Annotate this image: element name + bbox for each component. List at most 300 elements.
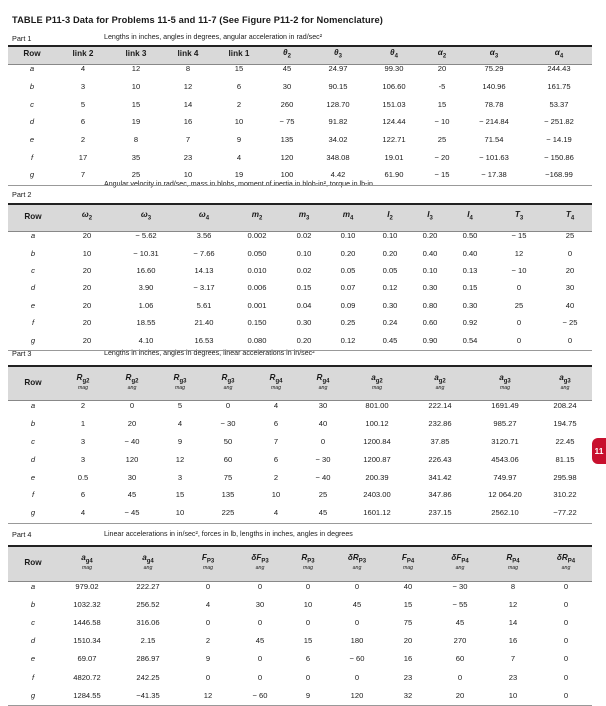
table-cell: 16.60 — [136, 265, 156, 275]
table-cell: 0.20 — [422, 231, 438, 241]
table-row — [8, 613, 592, 631]
table-cell: 0.30 — [382, 300, 398, 310]
table-cell: 244.43 — [547, 64, 571, 74]
column-header: $\omega_4$ — [198, 210, 210, 222]
table-cell: 60 — [455, 654, 465, 664]
table-cell: 3 — [80, 82, 86, 92]
column-header: $F_{P3}$ mag — [201, 553, 215, 571]
table-cell: 7 — [273, 436, 279, 446]
row-id: b — [30, 419, 36, 429]
column-header: $\delta F_{P4}$ ang — [451, 553, 469, 571]
column-header: Row — [24, 557, 42, 567]
table-cell: 16 — [508, 636, 518, 646]
table-cell: 12 — [508, 599, 518, 609]
table-cell: 12 — [131, 64, 141, 74]
table-cell: 9 — [236, 135, 242, 145]
table-cell: 2 — [205, 636, 211, 646]
table-cell: 120 — [350, 690, 364, 700]
row-id: a — [30, 231, 36, 241]
table-cell: 99.30 — [384, 64, 404, 74]
table-cell: 16 — [403, 654, 413, 664]
table-cell: 75 — [223, 472, 233, 482]
table-cell: 15 — [131, 99, 141, 109]
table-cell: 4 — [205, 599, 211, 609]
table-cell: 15 — [303, 636, 313, 646]
column-header: $a_{g2}$ mag — [371, 373, 383, 391]
table-cell: 6 — [80, 117, 86, 127]
column-header: $m_4$ — [342, 210, 354, 222]
table-cell: 0 — [354, 617, 360, 627]
table-cell: 20 — [455, 690, 465, 700]
table-cell: 24.97 — [328, 64, 348, 74]
table-cell: 0 — [320, 436, 326, 446]
table-cell: 270 — [453, 636, 467, 646]
table-cell: 0 — [563, 581, 569, 591]
table-cell: 4 — [273, 401, 279, 411]
table-cell: 5 — [177, 401, 183, 411]
table-row — [8, 577, 592, 595]
column-header: $\omega_2$ — [81, 210, 93, 222]
table-cell: − 45 — [124, 508, 140, 518]
table-cell: 10 — [131, 82, 141, 92]
table-cell: 4820.72 — [73, 672, 101, 682]
table-cell: 135 — [280, 135, 294, 145]
table-cell: 0.30 — [462, 300, 478, 310]
table-cell: 0.12 — [340, 335, 356, 345]
table-row — [8, 504, 592, 522]
table-cell: 12 064.20 — [488, 490, 522, 500]
table-cell: 0.10 — [422, 265, 438, 275]
column-header: $m_2$ — [251, 210, 263, 222]
table-cell: 90.15 — [328, 82, 348, 92]
table-row — [8, 632, 592, 650]
table-cell: 1691.49 — [491, 401, 519, 411]
table-cell: 0 — [305, 617, 311, 627]
table-row — [8, 450, 592, 468]
part4-table — [8, 547, 592, 704]
table-cell: 0 — [563, 690, 569, 700]
table-cell: − 30 — [315, 454, 331, 464]
table-cell: 14 — [508, 617, 518, 627]
part2-subtitle: Angular velocity in rad/sec, mass in blobs, moment of inertia in blob-in², torque in lb-in — [104, 180, 373, 188]
table-cell: 0.006 — [247, 283, 267, 293]
table-cell: 0.15 — [462, 283, 478, 293]
table-cell: 2.15 — [140, 636, 156, 646]
table-cell: 2 — [236, 99, 242, 109]
table-cell: 0.05 — [340, 265, 356, 275]
table-cell: 0.5 — [77, 472, 89, 482]
table-cell: 30 — [255, 599, 265, 609]
table-cell: 16.53 — [194, 335, 214, 345]
table-cell: 20 — [437, 64, 447, 74]
table-cell: 208.24 — [553, 401, 577, 411]
table-row — [8, 244, 592, 261]
table-cell: 25 — [131, 170, 141, 180]
table-cell: − 30 — [452, 581, 468, 591]
table-cell: 71.54 — [484, 135, 504, 145]
table-cell: 100.12 — [365, 419, 389, 429]
table-cell: 25 — [318, 490, 328, 500]
table-cell: 0.002 — [247, 231, 267, 241]
column-header: $\delta R_{P4}$ ang — [556, 553, 576, 571]
table-cell: 1200.84 — [363, 436, 391, 446]
column-header: $R_{P3}$ mag — [301, 553, 315, 571]
table-cell: 20 — [565, 265, 575, 275]
table-cell: − 30 — [220, 419, 236, 429]
table-cell: 0.20 — [296, 335, 312, 345]
column-header: $\alpha_2$ — [437, 47, 447, 60]
row-id: f — [31, 672, 35, 682]
column-header: $R_{g2}$ ang — [125, 373, 139, 391]
table-cell: 1284.55 — [73, 690, 101, 700]
table-row — [8, 314, 592, 331]
table-cell: 12 — [203, 690, 213, 700]
table-cell: 1446.58 — [73, 617, 101, 627]
column-header: $R_{g3}$ ang — [221, 373, 235, 391]
table-cell: 0 — [563, 617, 569, 627]
table-cell: −168.99 — [545, 170, 573, 180]
table-cell: 20 — [82, 265, 92, 275]
table-cell: 348.08 — [326, 152, 350, 162]
table-cell: 10 — [183, 170, 193, 180]
column-header: $R_{g3}$ mag — [173, 373, 187, 391]
table-cell: 40 — [318, 419, 328, 429]
table-cell: 286.97 — [136, 654, 160, 664]
part1-label: Part 1 — [12, 34, 32, 43]
table-cell: 45 — [127, 490, 137, 500]
table-cell: 1601.12 — [363, 508, 391, 518]
table-cell: − 40 — [124, 436, 140, 446]
table-cell: 40 — [565, 300, 575, 310]
column-header: $\omega_3$ — [140, 210, 152, 222]
table-cell: 0.60 — [422, 318, 438, 328]
table-cell: 0.02 — [296, 265, 312, 275]
table-cell: 242.25 — [136, 672, 160, 682]
row-id: b — [29, 82, 35, 92]
row-id: a — [29, 64, 35, 74]
table-cell: 0 — [205, 672, 211, 682]
column-header: $\alpha_4$ — [554, 47, 564, 60]
table-row — [8, 95, 592, 113]
table-cell: 10 — [303, 599, 313, 609]
table-cell: 4 — [273, 508, 279, 518]
row-id: d — [30, 283, 36, 293]
part3-table — [8, 367, 592, 522]
column-header: $a_{g3}$ ang — [559, 373, 571, 391]
table-cell: 34.02 — [328, 135, 348, 145]
part2-table — [8, 205, 592, 349]
table-cell: 5.61 — [196, 300, 212, 310]
row-id: b — [30, 599, 36, 609]
table-row — [8, 113, 592, 131]
table-cell: 749.97 — [493, 472, 517, 482]
table-cell: 0.04 — [296, 300, 312, 310]
column-header: Row — [24, 211, 42, 221]
table-cell: − 60 — [349, 654, 365, 664]
table-cell: 69.07 — [77, 654, 97, 664]
row-id: g — [30, 335, 36, 345]
table-row — [8, 279, 592, 296]
row-id: d — [30, 454, 36, 464]
table-cell: 0.12 — [382, 283, 398, 293]
row-id: a — [30, 581, 36, 591]
table-cell: 180 — [350, 636, 364, 646]
table-cell: 45 — [455, 617, 465, 627]
table-cell: 45 — [255, 636, 265, 646]
table-cell: − 75 — [279, 117, 295, 127]
table-cell: 1032.32 — [73, 599, 101, 609]
table-cell: 120 — [125, 454, 139, 464]
column-header: Row — [24, 377, 42, 387]
table-row — [8, 60, 592, 78]
table-cell: 45 — [282, 64, 292, 74]
table-cell: 12 — [175, 454, 185, 464]
table-cell: 985.27 — [493, 419, 517, 429]
part4-subtitle: Linear accelerations in in/sec², forces in lb, lengths in inches, angles in degrees — [104, 530, 353, 538]
table-cell: 4543.06 — [491, 454, 519, 464]
table-cell: 0.50 — [462, 231, 478, 241]
table-cell: 124.44 — [382, 117, 406, 127]
table-cell: 0.10 — [382, 231, 398, 241]
table-cell: − 10 — [511, 265, 527, 275]
table-cell: 78.78 — [484, 99, 504, 109]
table-cell: 0 — [354, 581, 360, 591]
table-cell: 106.60 — [382, 82, 406, 92]
table-cell: 23 — [183, 152, 193, 162]
table-cell: 20 — [82, 318, 92, 328]
table-cell: 19 — [131, 117, 141, 127]
table-cell: 6 — [273, 419, 279, 429]
row-id: c — [31, 265, 35, 275]
table-cell: 0.30 — [422, 283, 438, 293]
column-header: $a_{g3}$ mag — [499, 373, 511, 391]
table-cell: 14.13 — [194, 265, 214, 275]
table-cell: 0.25 — [340, 318, 356, 328]
table-cell: − 55 — [452, 599, 468, 609]
header-row — [8, 205, 592, 227]
part1-table — [8, 47, 592, 184]
column-header: $\theta_3$ — [334, 47, 342, 60]
table-cell: 15 — [437, 99, 447, 109]
table-row — [8, 78, 592, 96]
table-cell: 801.00 — [365, 401, 389, 411]
table-cell: − 214.84 — [479, 117, 509, 127]
table-cell: 0 — [563, 672, 569, 682]
table-cell: 256.52 — [136, 599, 160, 609]
table-cell: 0 — [257, 654, 263, 664]
row-id: b — [30, 248, 36, 258]
column-header: $R_{g4}$ ang — [316, 373, 330, 391]
table-cell: − 40 — [315, 472, 331, 482]
table-cell: 30 — [282, 82, 292, 92]
table-cell: 22.45 — [555, 436, 575, 446]
table-cell: 0.20 — [382, 248, 398, 258]
table-cell: 1 — [80, 419, 86, 429]
table-cell: 2 — [80, 401, 86, 411]
table-cell: 0.15 — [296, 283, 312, 293]
row-id: g — [30, 508, 36, 518]
table-cell: 6 — [236, 82, 242, 92]
table-cell: −41.35 — [136, 690, 160, 700]
table-cell: 0 — [305, 581, 311, 591]
table-cell: 8 — [510, 581, 516, 591]
table-cell: 0 — [257, 617, 263, 627]
table-row — [8, 468, 592, 486]
column-header: $T_3$ — [514, 210, 524, 222]
table-cell: 25 — [437, 135, 447, 145]
table-row — [8, 227, 592, 244]
column-header: $\theta_2$ — [283, 47, 291, 60]
table-cell: 237.15 — [428, 508, 452, 518]
table-bottom-rule — [8, 523, 592, 524]
table-cell: 0 — [257, 672, 263, 682]
table-cell: 0.92 — [462, 318, 478, 328]
table-cell: 4 — [236, 152, 242, 162]
row-id: e — [29, 135, 35, 145]
table-cell: 30 — [127, 472, 137, 482]
table-cell: 140.96 — [482, 82, 506, 92]
table-cell: 3.90 — [138, 283, 154, 293]
table-cell: 1200.87 — [363, 454, 391, 464]
table-cell: 0.10 — [296, 248, 312, 258]
table-cell: 0 — [205, 581, 211, 591]
table-cell: 17 — [78, 152, 88, 162]
table-cell: 1510.34 — [73, 636, 101, 646]
table-cell: 4 — [80, 64, 86, 74]
table-cell: 0.010 — [247, 265, 267, 275]
table-row — [8, 148, 592, 166]
header-row — [8, 547, 592, 577]
table-cell: 2 — [80, 135, 86, 145]
column-header: $\theta_4$ — [390, 47, 398, 60]
table-cell: 23 — [403, 672, 413, 682]
table-cell: − 15 — [511, 231, 527, 241]
column-header: $R_{P4}$ mag — [506, 553, 520, 571]
table-cell: 4.42 — [330, 170, 346, 180]
table-cell: 20 — [82, 231, 92, 241]
table-cell: 0 — [567, 248, 573, 258]
table-cell: 75 — [403, 617, 413, 627]
table-cell: − 7.66 — [193, 248, 215, 258]
table-bottom-rule — [8, 350, 592, 351]
part2-label: Part 2 — [12, 190, 32, 199]
table-cell: 0.30 — [296, 318, 312, 328]
table-cell: 10 — [175, 508, 185, 518]
table-cell: − 60 — [252, 690, 268, 700]
table-cell: 25 — [514, 300, 524, 310]
part4-label: Part 4 — [12, 530, 32, 539]
table-cell: 222.27 — [136, 581, 160, 591]
table-cell: 260 — [280, 99, 294, 109]
row-id: e — [30, 654, 36, 664]
table-cell: 30 — [565, 283, 575, 293]
table-cell: 347.86 — [428, 490, 452, 500]
table-cell: 3.56 — [196, 231, 212, 241]
row-id: d — [30, 636, 36, 646]
table-cell: 310.22 — [553, 490, 577, 500]
table-cell: 8 — [185, 64, 191, 74]
table-cell: 0.02 — [296, 231, 312, 241]
column-header: $R_{g2}$ mag — [76, 373, 90, 391]
row-id: e — [30, 472, 36, 482]
table-cell: 19.01 — [384, 152, 404, 162]
table-cell: 10 — [508, 690, 518, 700]
table-cell: 9 — [205, 654, 211, 664]
header-row — [8, 47, 592, 60]
row-id: f — [31, 318, 35, 328]
table-cell: 4 — [177, 419, 183, 429]
column-header: link 4 — [177, 49, 199, 58]
table-cell: 0.54 — [462, 335, 478, 345]
table-cell: 0 — [563, 599, 569, 609]
row-id: f — [30, 152, 34, 162]
table-cell: 0 — [205, 617, 211, 627]
table-cell: − 15 — [434, 170, 450, 180]
table-cell: − 251.82 — [544, 117, 574, 127]
table-cell: 0 — [567, 335, 573, 345]
table-cell: 25 — [565, 231, 575, 241]
table-cell: 21.40 — [194, 318, 214, 328]
table-cell: 2 — [273, 472, 279, 482]
table-cell: 20 — [127, 419, 137, 429]
table-bottom-rule — [8, 185, 592, 186]
table-cell: 0 — [257, 581, 263, 591]
row-id: f — [31, 490, 35, 500]
table-cell: −77.22 — [553, 508, 577, 518]
table-cell: 200.39 — [365, 472, 389, 482]
table-cell: 0.050 — [247, 248, 267, 258]
table-cell: 135 — [221, 490, 235, 500]
table-cell: 0.40 — [422, 248, 438, 258]
table-cell: 4 — [80, 508, 86, 518]
table-row — [8, 262, 592, 279]
table-cell: 10 — [271, 490, 281, 500]
table-cell: 32 — [403, 690, 413, 700]
table-cell: 120 — [280, 152, 294, 162]
table-cell: 3 — [80, 436, 86, 446]
table-cell: -5 — [438, 82, 446, 92]
table-row — [8, 433, 592, 451]
table-cell: 4.10 — [138, 335, 154, 345]
table-cell: − 10 — [434, 117, 450, 127]
table-cell: 18.55 — [136, 318, 156, 328]
table-cell: 7 — [185, 135, 191, 145]
table-cell: 2562.10 — [491, 508, 519, 518]
table-cell: 0 — [516, 283, 522, 293]
row-id: e — [30, 300, 36, 310]
column-header: $R_{g4}$ mag — [269, 373, 283, 391]
table-cell: 81.15 — [555, 454, 575, 464]
column-header: $\delta F_{P3}$ ang — [251, 553, 269, 571]
table-cell: − 101.63 — [479, 152, 509, 162]
table-cell: 15 — [403, 599, 413, 609]
table-cell: 5 — [80, 99, 86, 109]
column-header: $I_4$ — [467, 210, 473, 222]
table-row — [8, 331, 592, 348]
table-cell: 0 — [563, 636, 569, 646]
table-cell: 0.40 — [462, 248, 478, 258]
table-cell: 151.03 — [382, 99, 406, 109]
table-cell: 6 — [273, 454, 279, 464]
table-cell: 0.09 — [340, 300, 356, 310]
table-cell: 12 — [514, 248, 524, 258]
table-cell: − 5.62 — [135, 231, 157, 241]
table-cell: 0 — [225, 401, 231, 411]
table-row — [8, 297, 592, 314]
part3-label: Part 3 — [12, 349, 32, 358]
table-cell: 232.86 — [428, 419, 452, 429]
table-cell: 1.06 — [138, 300, 154, 310]
